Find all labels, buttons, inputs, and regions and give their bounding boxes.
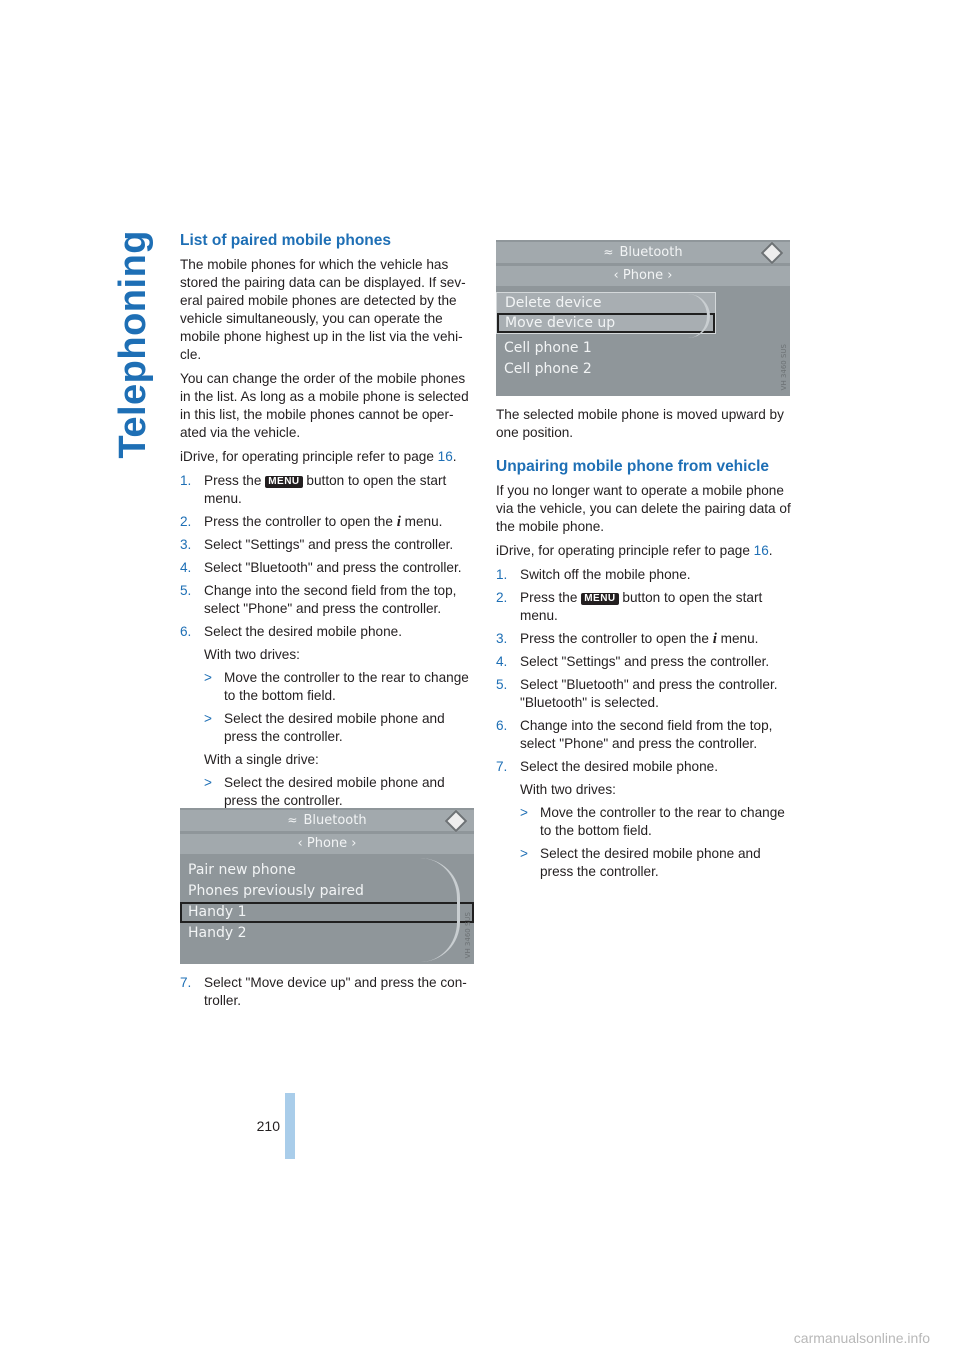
step-1 (496, 566, 792, 584)
watermark: carmanualsonline.info (793, 1330, 930, 1346)
list-item-selected[interactable]: Handy 1 (180, 902, 474, 923)
step-text: Select "Settings" and press the controller. (204, 537, 454, 552)
paragraph: If you no longer want to operate a mobile phone via the vehicle, you can delete the pairing data of the mobile phone. (496, 483, 791, 534)
idrive-text: iDrive, for operating principle refer to page (496, 543, 754, 558)
step-number: 2. (496, 590, 508, 605)
step-5 (180, 582, 476, 618)
screen-subtitle-bar: ‹ Phone › (180, 834, 474, 854)
step-4 (180, 559, 476, 577)
bullet-text: Move the controller to the rear to change to the bottom field. (224, 670, 469, 703)
step-number: 3. (180, 537, 192, 552)
bullet-mark: > (520, 846, 528, 861)
screen-title: Bluetooth (619, 245, 683, 260)
step-text: menu. (716, 631, 759, 646)
page-link[interactable]: 16 (437, 449, 453, 464)
step-1 (180, 472, 476, 508)
popup-item[interactable]: Delete device (505, 295, 602, 311)
step-text: menu. (400, 514, 443, 529)
screen-title-bar (496, 242, 790, 263)
step-number: 1. (496, 567, 508, 582)
step-number: 5. (180, 583, 192, 598)
step-text: Select "Move device up" and press the con-troller. (204, 975, 467, 1008)
paragraph: You can change the order of the mobile phones in the list. As long as a mobile phone is selected in this list, the mobile phones cannot be oper-ated via the vehicle. (180, 371, 469, 440)
step-number: 7. (180, 975, 192, 990)
step-2 (180, 513, 476, 531)
list-item[interactable]: Handy 2 (188, 925, 247, 941)
screen-title: Bluetooth (303, 813, 367, 828)
menu-button-icon: MENU (581, 593, 618, 605)
bullet-mark: > (204, 775, 212, 790)
bullet-item (180, 774, 476, 810)
info-icon: i (396, 514, 401, 530)
idrive-reference (180, 448, 476, 466)
left-column-continued (180, 974, 476, 1015)
step-text: Select the desired mobile phone. (520, 759, 718, 774)
list-item[interactable]: Pair new phone (188, 862, 296, 878)
idrive-reference (496, 542, 792, 560)
paragraph: The mobile phones for which the vehicle has stored the pairing data can be displayed. If sev-eral paired mobile phones are detected by the vehicle simultaneously, you can operate the mobile phone highest up in the list via the vehi-cle. (180, 257, 466, 362)
step-text: Select "Bluetooth" and press the controller. "Bluetooth" is selected. (520, 677, 778, 710)
step-7 (180, 974, 476, 1010)
bullet-item (496, 804, 792, 840)
screen-subtitle-bar: ‹ Phone › (496, 266, 790, 286)
step-number: 6. (180, 624, 192, 639)
step-number: 7. (496, 759, 508, 774)
step-6 (180, 623, 476, 641)
step-text: Press the (520, 590, 582, 605)
step-text: Select "Bluetooth" and press the controller. (204, 560, 462, 575)
two-drives-label: With two drives: (204, 647, 300, 662)
two-drives-label: With two drives: (520, 782, 616, 797)
right-column (496, 406, 792, 886)
popup-item-selected[interactable]: Move device up (497, 313, 715, 333)
step-text: Press the controller to open the (204, 514, 397, 529)
page-marker-bar (285, 1093, 295, 1159)
section-heading-unpairing: Unpairing mobile phone from vehicle (496, 458, 770, 475)
step-number: 6. (496, 718, 508, 733)
step-4 (496, 653, 792, 671)
bullet-mark: > (204, 670, 212, 685)
step-number: 2. (180, 514, 192, 529)
step-text: Change into the second field from the top, select "Phone" and press the controller. (204, 583, 457, 616)
bullet-item (180, 710, 476, 746)
step-number: 4. (496, 654, 508, 669)
page-number: 210 (256, 1118, 280, 1134)
step-3 (180, 536, 476, 554)
step-number: 4. (180, 560, 192, 575)
step-text: Change into the second field from the top, select "Phone" and press the controller. (520, 718, 773, 751)
image-code: VH 3460 SUS (464, 911, 472, 958)
step-7 (496, 758, 792, 776)
step-text: button to open the start menu. (204, 473, 447, 506)
menu-button-icon: MENU (265, 476, 302, 488)
section-heading-paired-phones: List of paired mobile phones (180, 232, 391, 249)
info-icon: i (712, 631, 717, 647)
step-number: 3. (496, 631, 508, 646)
paragraph: The selected mobile phone is moved upward by one position. (496, 407, 784, 440)
bullet-item (496, 845, 792, 881)
step-text: Select "Settings" and press the controller. (520, 654, 770, 669)
bullet-text: Move the controller to the rear to change to the bottom field. (540, 805, 785, 838)
bullet-mark: > (204, 711, 212, 726)
step-text: Press the controller to open the (520, 631, 713, 646)
step-number: 5. (496, 677, 508, 692)
step-text: Press the (204, 473, 266, 488)
step-text: button to open the start menu. (520, 590, 763, 623)
list-item[interactable]: Cell phone 2 (504, 361, 592, 377)
list-item[interactable]: Cell phone 1 (504, 340, 592, 356)
period: . (452, 449, 457, 464)
idrive-text: iDrive, for operating principle refer to page (180, 449, 438, 464)
step-number: 1. (180, 473, 192, 488)
image-code: VH 3460 SUS (780, 343, 788, 390)
page-link[interactable]: 16 (753, 543, 769, 558)
bullet-text: Select the desired mobile phone and press the controller. (224, 775, 445, 808)
period: . (768, 543, 773, 558)
chapter-title: Telephoning (112, 230, 154, 459)
bullet-item (180, 669, 476, 705)
single-drive-label: With a single drive: (204, 752, 319, 767)
bluetooth-icon: ≈ (287, 813, 298, 827)
bluetooth-icon: ≈ (603, 245, 614, 259)
directional-pad-icon (445, 810, 468, 833)
phone-list (496, 338, 790, 380)
list-item[interactable]: Phones previously paired (188, 883, 364, 899)
step-5 (496, 676, 792, 712)
left-column (180, 230, 476, 815)
screen-title-bar (180, 810, 474, 831)
bullet-text: Select the desired mobile phone and press the controller. (224, 711, 445, 744)
idrive-screen-phone-list (180, 808, 474, 964)
idrive-screen-device-options (496, 240, 790, 396)
bullet-mark: > (520, 805, 528, 820)
step-2 (496, 589, 792, 625)
directional-pad-icon (761, 242, 784, 265)
step-6 (496, 717, 792, 753)
device-options-popup (496, 292, 716, 334)
step-text: Switch off the mobile phone. (520, 567, 691, 582)
step-text: Select the desired mobile phone. (204, 624, 402, 639)
step-3 (496, 630, 792, 648)
bullet-text: Select the desired mobile phone and press the controller. (540, 846, 761, 879)
